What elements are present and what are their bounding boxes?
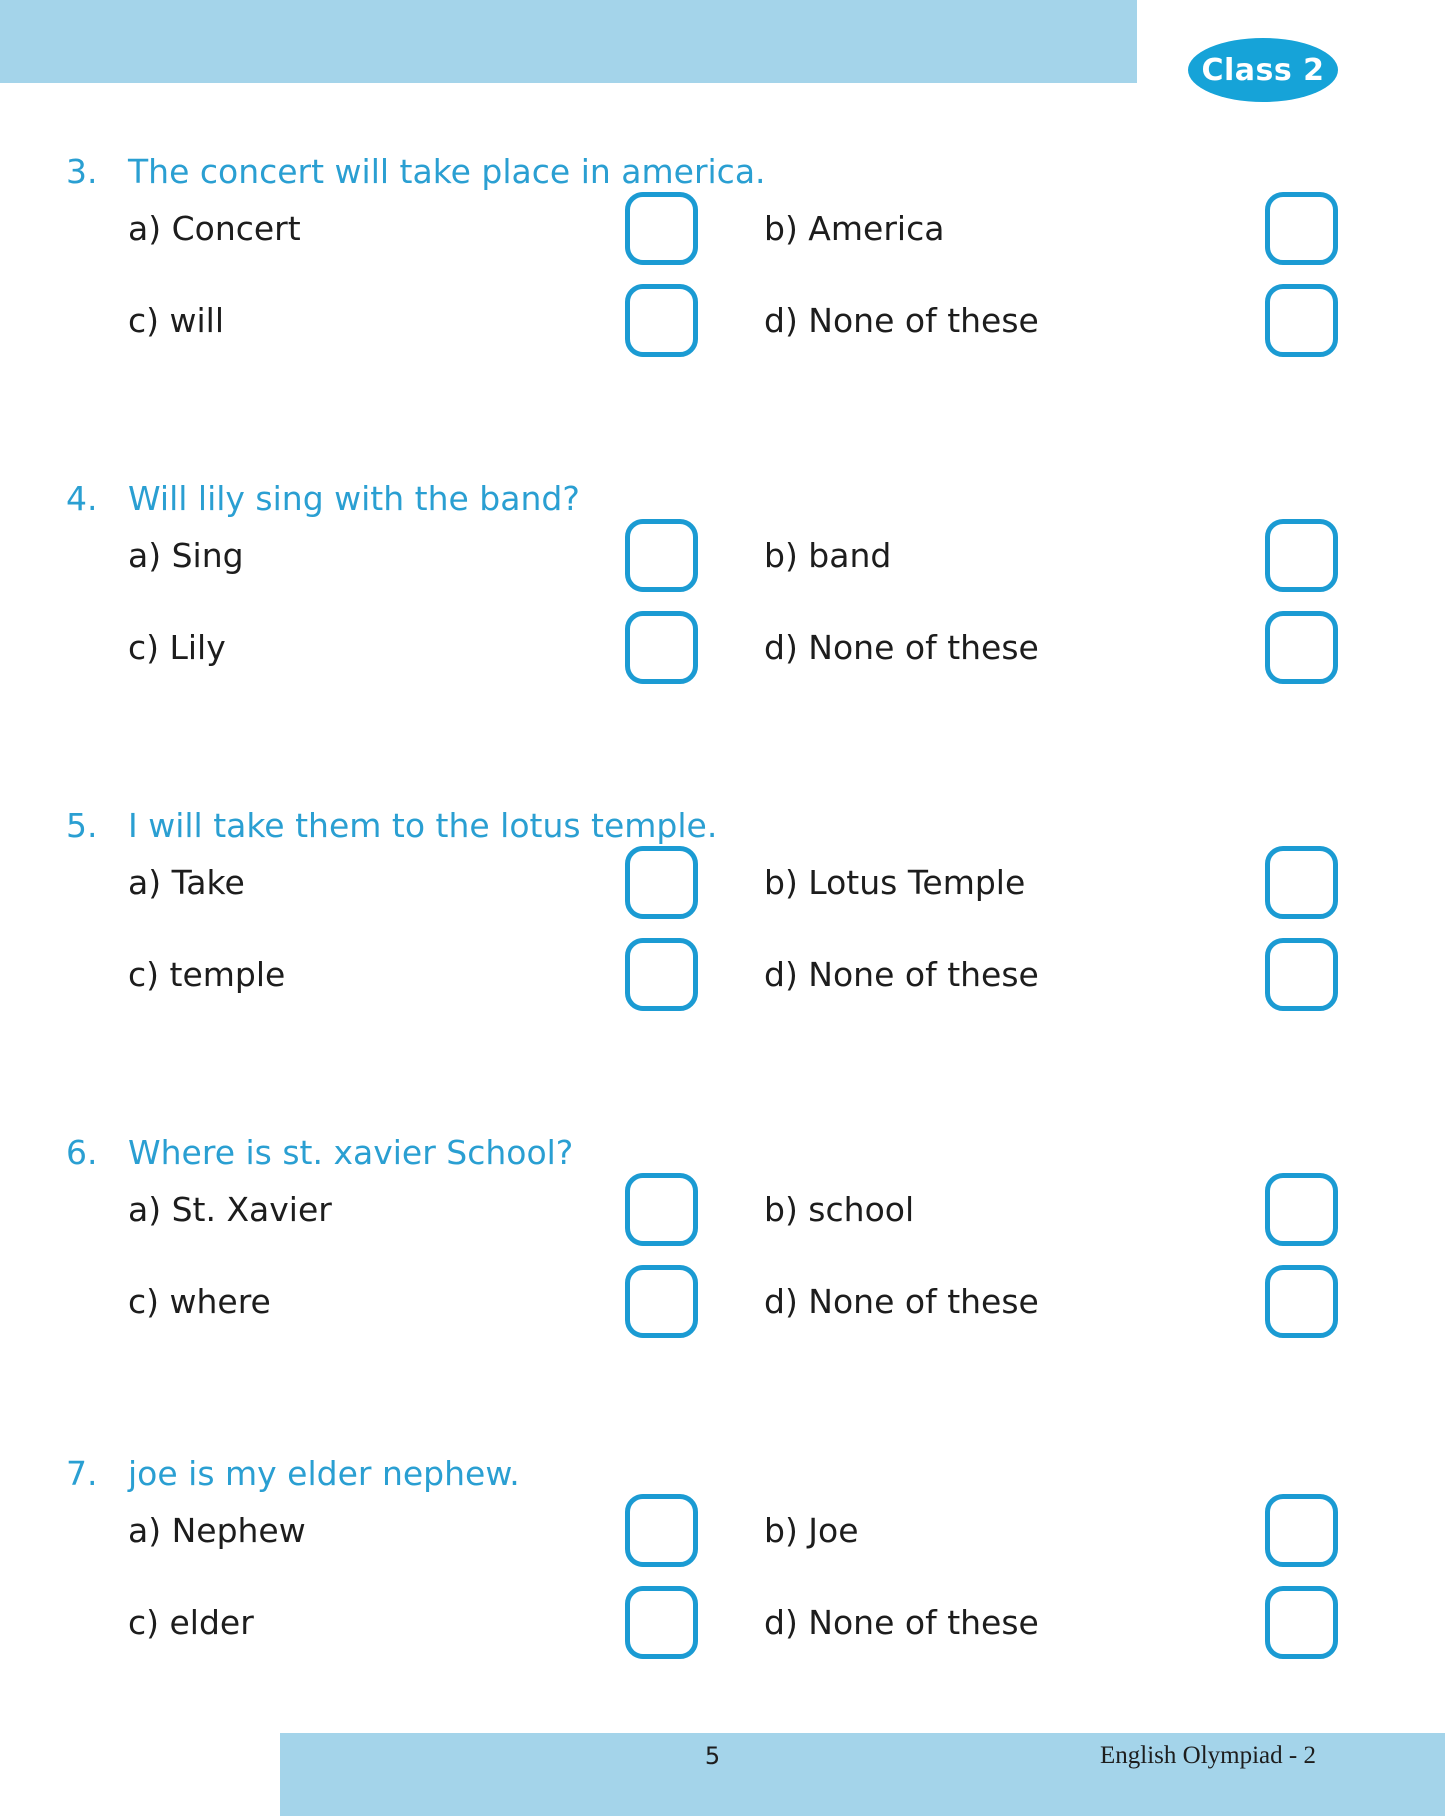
option-a-label: a) Sing <box>128 536 244 575</box>
option-c-checkbox[interactable] <box>625 1265 698 1338</box>
option-a-checkbox[interactable] <box>625 1173 698 1246</box>
option-b-checkbox[interactable] <box>1265 1494 1338 1567</box>
question-7 <box>0 1452 1445 1752</box>
class-badge: Class 2 <box>1188 38 1338 102</box>
question-number: 5. <box>66 806 98 845</box>
question-5 <box>0 804 1445 1104</box>
question-number: 7. <box>66 1454 98 1493</box>
option-d-label: d) None of these <box>764 955 1039 994</box>
option-a-label: a) Nephew <box>128 1511 306 1550</box>
question-text: Will lily sing with the band? <box>128 479 580 518</box>
option-c-checkbox[interactable] <box>625 611 698 684</box>
option-d-label: d) None of these <box>764 1282 1039 1321</box>
footer-title: English Olympiad - 2 <box>1100 1742 1316 1769</box>
option-d-label: d) None of these <box>764 1603 1039 1642</box>
option-c-label: c) where <box>128 1282 271 1321</box>
question-number: 6. <box>66 1133 98 1172</box>
question-number: 3. <box>66 152 98 191</box>
option-c-label: c) temple <box>128 955 286 994</box>
option-b-label: b) Joe <box>764 1511 859 1550</box>
option-d-checkbox[interactable] <box>1265 1265 1338 1338</box>
option-d-checkbox[interactable] <box>1265 938 1338 1011</box>
question-text: The concert will take place in america. <box>128 152 766 191</box>
option-d-checkbox[interactable] <box>1265 284 1338 357</box>
option-b-checkbox[interactable] <box>1265 519 1338 592</box>
question-6 <box>0 1131 1445 1431</box>
option-d-label: d) None of these <box>764 301 1039 340</box>
option-c-checkbox[interactable] <box>625 1586 698 1659</box>
option-a-checkbox[interactable] <box>625 846 698 919</box>
option-a-checkbox[interactable] <box>625 192 698 265</box>
question-4 <box>0 477 1445 777</box>
question-text: I will take them to the lotus temple. <box>128 806 718 845</box>
option-b-checkbox[interactable] <box>1265 192 1338 265</box>
option-a-label: a) Take <box>128 863 245 902</box>
option-a-checkbox[interactable] <box>625 1494 698 1567</box>
option-b-label: b) band <box>764 536 892 575</box>
option-a-checkbox[interactable] <box>625 519 698 592</box>
option-c-label: c) will <box>128 301 225 340</box>
option-c-checkbox[interactable] <box>625 938 698 1011</box>
option-d-checkbox[interactable] <box>1265 1586 1338 1659</box>
question-text: Where is st. xavier School? <box>128 1133 574 1172</box>
option-d-checkbox[interactable] <box>1265 611 1338 684</box>
option-b-checkbox[interactable] <box>1265 1173 1338 1246</box>
header-band <box>0 0 1137 83</box>
question-number: 4. <box>66 479 98 518</box>
question-3 <box>0 150 1445 450</box>
option-b-label: b) Lotus Temple <box>764 863 1026 902</box>
option-a-label: a) St. Xavier <box>128 1190 332 1229</box>
option-b-label: b) school <box>764 1190 915 1229</box>
question-text: joe is my elder nephew. <box>128 1454 520 1493</box>
option-c-label: c) Lily <box>128 628 226 667</box>
option-d-label: d) None of these <box>764 628 1039 667</box>
option-b-label: b) America <box>764 209 945 248</box>
option-a-label: a) Concert <box>128 209 301 248</box>
page-number: 5 <box>704 1742 721 1770</box>
option-c-checkbox[interactable] <box>625 284 698 357</box>
option-c-label: c) elder <box>128 1603 254 1642</box>
option-b-checkbox[interactable] <box>1265 846 1338 919</box>
